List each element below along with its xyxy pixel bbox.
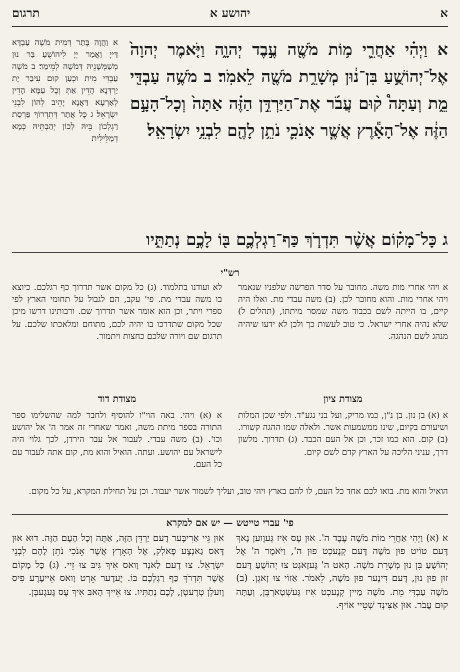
metzudot-commentary: [12, 410, 448, 486]
targum-label: תרגום: [12, 6, 40, 20]
yiddish-right-column: א (א) וַיְהִי אַחֲרֵי מוֹת מֹשֶׁה עֶבֶד ה'. אוּן עֶס אִיז גְּעוֶוען נָאךְ דֶּעם טוֹיט פוּן מֹשֶׁה דֶּעם קְנֶעכְט פוּן ה', וַיֹּאמֶר ה' אֶל יְהוֹשֻׁעַ בִּן נוּן מְשָׁרֵת מֹשֶׁה. הָאט ה' גֶּעזָאגְט צוּ יְהוֹשֻׁעַ דֶּעם זוּן פוּן נוּן, דֶּעם דִּינֶער פוּן מֹשֶׁה, לֵאמֹר. אַזוֹי צוּ זָאגְן. (ב) מֹשֶׁה עַבְדִּי מֵת. מֹשֶׁה מַיין קְנֶעכְט אִיז גְּעשְׁטָארְבְּן, וְעַתָּה קוּם עֲבֹר. אוּן אַצִּינְד שְׁטֵיי אוֹיף.: [236, 533, 448, 612]
metzudat-david-title: מצודת דוד: [97, 394, 137, 405]
yiddish-commentary: [12, 532, 448, 664]
targum-text: א וַהֲוָה בָּתַר דְּמִית מֹשֶׁה עַבְדָּא דַּייָ וַאֲמַר יְיָ לִיהוֹשֻׁעַ בַּר נוּן מְשַׁמְּשָׁנֵיהּ דְּמֹשֶׁה לְמֵימַר׃ ב מֹשֶׁה עַבְדִּי מִית וּכְעַן קוּם עִיבַר יָת יַרְדְּנָא הָדֵין אַתְּ וְכָל עַמָּא הָדֵין לְאַרְעָא דַּאֲנָא יָהֵיב לְהוֹן לִבְנֵי יִשְׂרָאֵל׃ ג כָּל אֲתַר דְּתִדְרוֹךְ פַּרְסַת רַגְלְכוֹן בֵּיהּ לְכוֹן יְהַבְתֵּיהּ כְּמָא דְמַלֵּילִית: [12, 37, 118, 143]
rashi-title: רש"י: [220, 268, 240, 279]
metzudat-zion-text: א (א) בן נון. בן נ"ן, כמו מריק, ועל בני נגע"ד. ולפי שכן המלות ושיעורם בקיום, שינו ממשמעות אשר. ולאלה שמו ההגה קשורו. (ב) קום. הוא כמו זכר, וכן אל העם הכבד. (ג) תדרוך. מלשון דרך, עניני הליכה על הארץ קדם לשם קיום.: [238, 411, 448, 458]
yiddish-left-column: אוּן גֵּיי אַרִיבֶּער דֶעם יַרְדֵּן הַזֶּה, אַתָּה וְכָל הָעָם הַזֶּה. דוּא אוּן דָּאס גַאנְצֶע פָאלְק, אֶל הָאָרֶץ אֲשֶׁר אָנֹכִי נֹתֵן לָהֶם לִבְנֵי יִשְׂרָאֵל. צוּ דֶעם לַאנְד וָואס אִיךְ גִּיבּ צוּ זֵיי. (ג) כָּל מָקוֹם אֲשֶׁר תִּדְרֹךְ כַּף רַגְלְכֶם בּוֹ. יֶעדֶער אָרְט וָואס אֵייעֶרֶע פִיס וֶועלְן טְרֶעטְן, לָכֶם נְתַתִּיו. צוּ אֵייךְ הָאבּ אִיךְ עֶס גֶּעגֶעבְּן.: [12, 533, 224, 598]
main-verse-text: א וַיְהִ֗י אַחֲרֵ֛י מ֥וֹת מֹשֶׁ֖ה עֶ֣בֶד יְהוָ֑ה וַיֹּ֤אמֶר יְהוָה֙ אֶל־יְהוֹשֻׁ֣עַ בִּן־נ֔וּן מְשָׁרֵ֥ת מֹשֶׁ֖ה לֵאמֹֽר׃ ב מֹשֶׁ֥ה עַבְדִּ֖י מֵ֑ת וְעַתָּה֩ ק֨וּם עֲבֹ֜ר אֶת־הַיַּרְדֵּ֣ן הַזֶּ֗ה אַתָּה֙ וְכָל־הָעָ֣ם הַזֶּ֔ה אֶל־הָאָ֕רֶץ אֲשֶׁ֧ר אָנֹכִ֛י נֹתֵ֥ן לָהֶ֖ם לִבְנֵ֥י יִשְׂרָאֵֽל׃: [130, 39, 448, 140]
header-divider: [12, 26, 448, 27]
rashi-left-column: לא ועודנו בתלמוד. (ג) כל מקום אשר תדרוך כף רגלכם. כיוצא בו משה עבדי מת. פי' עקב, הם לגבול על תחומי הארץ לפי ספרי ויתר, וכן הוא אומר אשר תדרוך שם. ורבותינו דרשו מיכן שכל מקום שתדרכו בו יהיה לכם, מתוחם ומלאכתו שלכם. על תרגום שם ויורה שלכם כחצות ויתמור.: [12, 283, 222, 342]
yiddish-title: פי' עברי טייטש — יש אם למקרא: [166, 518, 294, 529]
verse-last-line: ג כָּל־מָק֗וֹם אֲשֶׁ֨ר תִּדְרֹ֧ךְ כַּף־רַגְלְכֶ֛ם בּ֖וֹ לָכֶ֣ם נְתַתִּ֑יו: [145, 229, 448, 249]
metzudat-david-continued: הואיל והוא מת. בואו לכם אחד כל העם, לו להם בארץ ויהי טוב, ועליך לשמור אשר יעבור. וכן על תחילת המקרא, על כל מקום.: [28, 487, 448, 497]
book-title: יהושע א: [209, 6, 251, 20]
rashi-commentary: [12, 282, 448, 390]
page-header: [12, 6, 448, 24]
rashi-right-column: א ויהי אחרי מות משה. מחובר על סדר הפרשה שלפניו שנאמר ויהי אחרי מות. והוא מחובר לכן. (ב) משה עבדי מת. ואלו היה קיים, בו הייתה לשם בכבוד משה שמסר מיתתו, (תהלים ל) שלא נהיה אחרי ישראל. כי טוב לעשות כך ולכן לא ידעו שיהיה מנהג לשם הנהגה.: [238, 283, 448, 342]
yiddish-divider: [12, 514, 448, 515]
chapter-letter: א: [440, 6, 448, 20]
verse-divider: [12, 252, 448, 253]
metzudat-zion-title: מצודת ציון: [323, 394, 363, 405]
metzudat-david-text: א (א) ויהי. באה הוי"ו להוסיף ולחבר למה שהשלימו ספר התורה בספר מיתת משה, ואמר שאחרי זה אמר ה' אל יהושע וכו'. (ב) משה עבדי. לעבור אל עבר הירדן, לכך גלוי היה לישראל עם יהושע. ועתה. הואיל והוא מת, קום אתה לעבור עם כל העם.: [12, 411, 222, 470]
